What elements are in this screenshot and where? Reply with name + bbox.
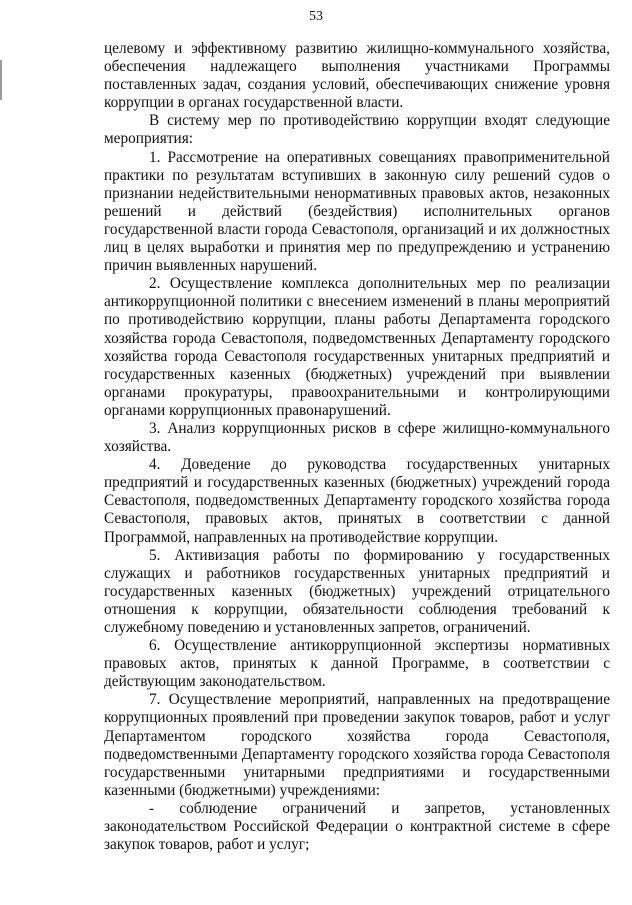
list-item: 3. Анализ коррупционных рисков в сфере жилищно-коммунального хозяйства. [104, 419, 610, 456]
list-item: 6. Осуществление антикоррупционной экспертизы нормативных правовых актов, принятых к данной Программе, в соответствии с действующим законодательством. [104, 637, 610, 691]
body-text [104, 40, 610, 854]
scan-edge-mark [0, 60, 2, 100]
sub-list-item: - соблюдение ограничений и запретов, установленных законодательством Российской Федерации о контрактной системе в сфере закупок товаров, работ и услуг; [104, 799, 610, 854]
list-item: 2. Осуществление комплекса дополнительных мер по реализации антикоррупционной политики с внесением изменений в планы мероприятий по противодействию коррупции, планы работы Департамента городского хозяйства города Севастополя, подведомственных Департаменту городского хозяйства города Севастополя государственных унитарных предприятий и государственных казенных (бюджетных) учреждений при выявлении органами прокуратуры, правоохранительными и контролирующими органами коррупционных правонарушений. [104, 275, 610, 419]
list-item: 5. Активизация работы по формированию у государственных служащих и работников государственных унитарных предприятий и государственных казенных (бюджетных) учреждений отрицательного отношения к коррупции, обязательности соблюдения требований к служебному поведению и установленных запретов, ограничений. [104, 546, 610, 636]
list-item: 1. Рассмотрение на оперативных совещаниях правоприменительной практики по результатам вступивших в законную силу решений судов о признании недействительными ненормативных правовых актов, незаконных решений и действий (бездействия) исполнительных органов государственной власти города Севастополя, организаций и их должностных лиц в целях выработки и принятия мер по предупреждению и устранению причин выявленных нарушений. [104, 148, 610, 275]
list-item: 4. Доведение до руководства государственных унитарных предприятий и государственных казенных (бюджетных) учреждений города Севастополя, подведомственных Департаменту городского хозяйства города Севастополя, правовых актов, принятых в соответствии с данной Программой, направленных на противодействие коррупции. [104, 456, 610, 546]
paragraph: В систему мер по противодействию коррупции входят следующие мероприятия: [104, 112, 610, 148]
list-item: 7. Осуществление мероприятий, направленных на предотвращение коррупционных проявлений при проведении закупок товаров, работ и услуг Департаментом городского хозяйства города Севастополя, подведомственными Департаменту городского хозяйства города Севастополя государственными унитарными предприятиями и государственными казенными (бюджетными) учреждениями: [104, 691, 610, 799]
paragraph: целевому и эффективному развитию жилищно-коммунального хозяйства, обеспечения надлежащего выполнения участниками Программы поставленных задач, создания условий, обеспечивающих снижение уровня коррупции в органах государственной власти. [104, 40, 610, 112]
page-number: 53 [309, 9, 323, 24]
